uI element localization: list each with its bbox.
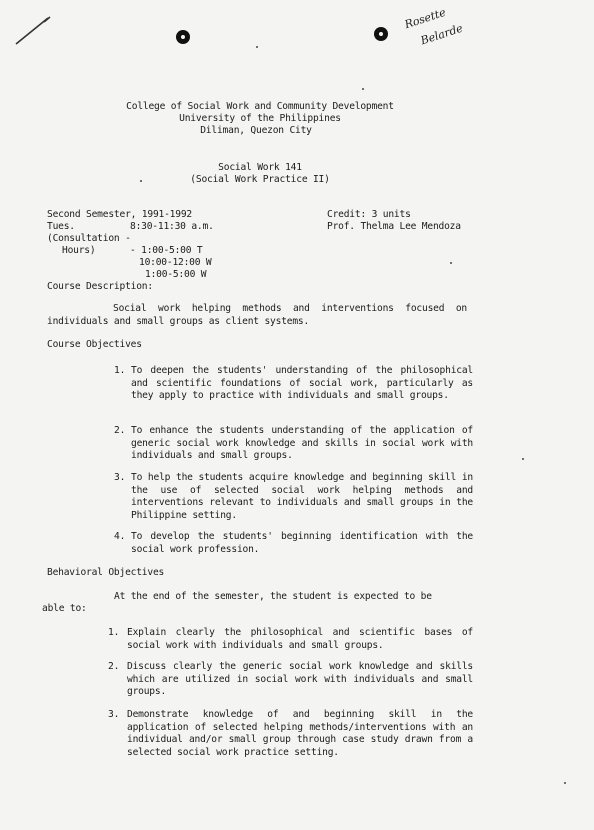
objective-4-text: To develop the students' beginning identification with the social work profession. <box>131 531 473 555</box>
objective-1-text: To deepen the students' understanding of the philosophical and scientific foundations of social work, particularly as they apply to practice with individuals and small groups. <box>131 365 473 401</box>
hours-label: Hours) <box>62 245 96 256</box>
behavioral-3-text: Demonstrate knowledge of and beginning skill in the application of selected helping methods/interventions with an individual and/or small group through case study drawn from a selected social work practice setting. <box>127 709 473 758</box>
professor-name: Prof. Thelma Lee Mendoza <box>327 221 461 232</box>
speck <box>450 262 452 264</box>
objective-3-number: 3. <box>114 472 126 483</box>
course-title: Social Work 141 <box>218 162 302 173</box>
speck <box>256 46 258 48</box>
objective-2-text: To enhance the students understanding of the application of generic social work knowledge and skills in social work with individuals and small groups. <box>131 425 473 461</box>
consultation-hours-2: 10:00-12:00 W <box>139 257 212 268</box>
consultation-hours-1: - 1:00-5:00 T <box>130 245 203 256</box>
objective-2-number: 2. <box>114 425 126 436</box>
consultation-label: (Consultation - <box>47 233 131 244</box>
punch-hole-left <box>176 30 190 44</box>
speck <box>362 88 364 90</box>
speck <box>522 458 524 460</box>
consultation-hours-3: 1:00-5:00 W <box>145 269 207 280</box>
punch-hole-right <box>374 27 388 41</box>
handwritten-name-line1: Rosette <box>403 5 448 32</box>
credit-units: Credit: 3 units <box>327 209 411 220</box>
behavioral-2-number: 2. <box>108 661 120 672</box>
behavioral-intro: At the end of the semester, the student is expected to be <box>114 591 432 602</box>
semester: Second Semester, 1991-1992 <box>47 209 192 220</box>
behavioral-3-number: 3. <box>108 709 120 720</box>
behavioral-intro-cont: able to: <box>42 603 87 614</box>
objective-4-number: 4. <box>114 531 126 542</box>
pen-mark <box>14 14 54 46</box>
tues-time: 8:30-11:30 a.m. <box>130 221 214 232</box>
university-name: University of the Philippines <box>179 113 341 124</box>
behavioral-2-text: Discuss clearly the generic social work knowledge and skills which are utilized in social work with individuals and small groups. <box>127 661 473 697</box>
course-description-text: Social work helping methods and interventions focused on individuals and small groups as client systems. <box>47 303 467 327</box>
handwritten-name-line2: Belarde <box>419 21 465 48</box>
speck <box>564 782 566 784</box>
college-name: College of Social Work and Community Development <box>126 101 394 112</box>
course-description-heading: Course Description: <box>47 281 153 292</box>
objective-1-number: 1. <box>114 365 126 376</box>
course-subtitle: (Social Work Practice II) <box>190 174 330 185</box>
university-location: Diliman, Quezon City <box>200 125 312 136</box>
behavioral-objectives-heading: Behavioral Objectives <box>47 567 165 578</box>
course-objectives-heading: Course Objectives <box>47 339 142 350</box>
behavioral-1-number: 1. <box>108 627 120 638</box>
objective-3-text: To help the students acquire knowledge and beginning skill in the use of selected social work helping methods and interventions relevant to individuals and small groups in the Philippine setting. <box>131 472 473 521</box>
behavioral-1-text: Explain clearly the philosophical and scientific bases of social work with individuals and small groups. <box>127 627 473 651</box>
tues-label: Tues. <box>47 221 75 232</box>
